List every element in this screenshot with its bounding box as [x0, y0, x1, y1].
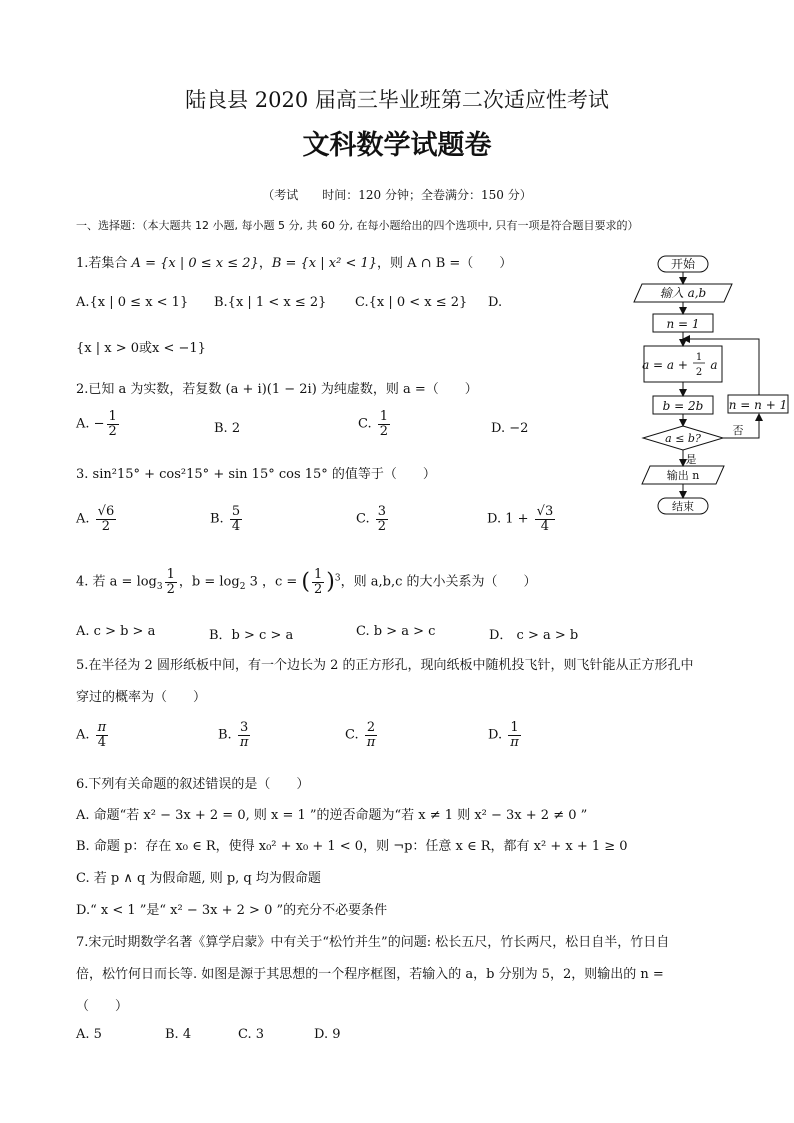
program-flowchart: [620, 250, 790, 522]
flow-update-a-num: 1: [695, 352, 703, 363]
q1-option-c: C.{x | 0 < x ≤ 2}: [355, 295, 468, 310]
q5-c-prefix: C.: [345, 727, 359, 743]
question-7-line2: 倍，松竹何日而长等. 如图是源于其思想的一个程序框图，若输入的 a，b 分别为 5，2，则输出的 n =: [76, 967, 664, 982]
flow-decision-text: a ≤ b?: [665, 432, 701, 445]
q4-option-b: B．b > c > a: [209, 628, 294, 643]
q7-option-d: D. 9: [314, 1027, 341, 1042]
q2-option-a: [76, 410, 121, 438]
q2-c-fraction: [378, 410, 390, 438]
flow-update-a-right: a: [710, 358, 718, 372]
q2-c-num: 1: [379, 409, 389, 424]
flow-yes-label: 是: [685, 453, 697, 466]
q4-c-den: 2: [314, 581, 323, 597]
flow-no-label: 否: [732, 424, 744, 437]
q1-option-a: A.{x | 0 ≤ x < 1}: [76, 295, 189, 310]
flow-init-text: n = 1: [666, 317, 700, 331]
q4-fraction-a: [165, 568, 177, 596]
question-3-stem: 3. sin²15° + cos²15° + sin 15° cos 15° 的值等于（ ）: [76, 467, 436, 482]
q5-b-prefix: B.: [218, 727, 232, 743]
q1-option-d-continued: {x | x > 0或x < −1}: [76, 341, 206, 356]
question-5-line2: 穿过的概率为（ ）: [76, 690, 207, 705]
q3-b-fraction: [230, 505, 242, 533]
q4-part1: 4. 若 a = log: [76, 574, 157, 590]
q4-part3: 3 ，c =: [245, 574, 302, 590]
q1-sep: ，: [258, 256, 272, 271]
q4-option-c: C. b > a > c: [356, 624, 436, 639]
q2-a-num: 1: [108, 409, 117, 424]
q4-option-a: A. c > b > a: [76, 624, 156, 639]
q5-b-fraction: [238, 721, 251, 749]
q4-right-paren: ): [326, 569, 335, 595]
q1-option-b: B.{x | 1 < x ≤ 2}: [214, 295, 327, 310]
q3-a-den: 2: [101, 518, 111, 534]
q2-option-b: B. 2: [214, 421, 241, 436]
flow-input-text: 输入 a,b: [659, 286, 707, 300]
question-6-stem: 6.下列有关命题的叙述错误的是（ ）: [76, 777, 310, 792]
flow-update-a-left: a = a +: [642, 358, 688, 372]
q4-option-d: D． c > a > b: [489, 628, 579, 643]
q4-base-b: 2: [239, 582, 246, 593]
q7-option-b: B. 4: [165, 1027, 192, 1042]
q3-option-d: [487, 505, 557, 533]
flow-start-text: 开始: [670, 257, 696, 271]
question-4-stem: [76, 568, 537, 596]
q3-a-num: √6: [97, 504, 115, 519]
q4-exponent: 3: [334, 573, 341, 584]
q6-option-c: C. 若 p ∧ q 为假命题, 则 p, q 均为假命题: [76, 871, 321, 886]
q5-c-num: 2: [366, 720, 376, 735]
question-2-stem: 2.已知 a 为实数，若复数 (a + i)(1 − 2i) 为纯虚数，则 a =（ ）: [76, 382, 478, 397]
flow-update-a-den: 2: [695, 367, 703, 378]
q4-frac-num: 1: [166, 567, 175, 582]
q6-option-d: D.“ x < 1 ”是“ x² − 3x + 2 > 0 ”的充分不必要条件: [76, 903, 388, 918]
q4-c-num: 1: [314, 567, 323, 582]
q1-set-b: B = {x | x² < 1}: [271, 256, 378, 271]
q5-d-num: 1: [510, 720, 519, 735]
q5-a-fraction: [96, 721, 109, 749]
q5-d-den: π: [510, 734, 519, 750]
q3-d-num: √3: [536, 504, 554, 519]
q1-prefix: 1.若集合: [76, 256, 132, 271]
q4-part4: ，则 a,b,c 的大小关系为（ ）: [340, 574, 537, 590]
flow-increment-text: n = n + 1: [728, 398, 788, 412]
q3-a-prefix: A.: [76, 511, 94, 527]
q2-a-fraction: [107, 410, 119, 438]
q3-c-prefix: C.: [356, 511, 374, 527]
q2-c-den: 2: [379, 423, 389, 439]
q5-a-num: π: [97, 720, 107, 735]
q7-option-a: A. 5: [76, 1027, 102, 1042]
q5-b-den: π: [239, 734, 249, 750]
q3-b-den: 4: [231, 518, 241, 534]
question-7-line1: 7.宋元时期数学名著《算学启蒙》中有关于“松竹并生”的问题: 松长五尺，竹长两尺，松日自半，竹日自: [76, 935, 670, 950]
q7-option-c: C. 3: [238, 1027, 265, 1042]
q5-c-fraction: [365, 721, 378, 749]
q3-b-prefix: B.: [210, 511, 228, 527]
q1-option-d: D.: [488, 295, 503, 310]
q2-c-prefix: C.: [358, 416, 376, 432]
q4-part2: ，b = log: [178, 574, 240, 590]
q1-ask: ，则 A ∩ B =（ ）: [377, 256, 513, 271]
q5-d-fraction: [508, 721, 521, 749]
q2-a-prefix: A. −: [76, 416, 105, 432]
q3-d-den: 4: [540, 518, 550, 534]
q3-option-a: [76, 505, 118, 533]
question-7-line3: （ ）: [76, 999, 129, 1014]
exam-info: （考试 时间：120 分钟；全卷满分：150 分）: [262, 188, 532, 202]
exam-title-line1: 陆良县 2020 届高三毕业班第二次适应性考试: [185, 88, 609, 112]
q3-c-fraction: [376, 505, 388, 533]
flow-loop-back: [683, 339, 759, 395]
q5-a-prefix: A.: [76, 727, 90, 743]
q3-option-b: [210, 505, 244, 533]
q2-option-d: D. −2: [491, 421, 529, 436]
flow-update-b-text: b = 2b: [662, 399, 704, 413]
flow-end-text: 结束: [672, 500, 694, 513]
q2-option-c: [358, 410, 392, 438]
q5-option-b: [218, 721, 252, 749]
q1-set-a: A = {x | 0 ≤ x ≤ 2}: [131, 256, 259, 271]
q4-left-paren: (: [301, 569, 311, 595]
q4-base-a: 3: [156, 582, 163, 593]
q5-b-num: 3: [239, 720, 249, 735]
q5-option-d: [488, 721, 523, 749]
q5-d-prefix: D.: [488, 727, 503, 743]
q4-frac-den: 2: [166, 581, 175, 597]
q3-b-num: 5: [231, 504, 241, 519]
q2-a-den: 2: [108, 423, 117, 439]
q3-a-fraction: [96, 505, 117, 533]
section-heading: 一、选择题：（本大题共 12 小题, 每小题 5 分, 共 60 分, 在每小题给出的四个选项中, 只有一项是符合题目要求的）: [76, 219, 639, 232]
q6-option-a: A. 命题“若 x² − 3x + 2 = 0, 则 x = 1 ”的逆否命题为“若 x ≠ 1 则 x² − 3x + 2 ≠ 0 ”: [76, 808, 588, 823]
question-5-line1: 5.在半径为 2 圆形纸板中间，有一个边长为 2 的正方形孔，现向纸板中随机投飞针，则飞针能从正方形孔中: [76, 658, 694, 673]
q3-d-fraction: [535, 505, 556, 533]
q6-option-b: B. 命题 p：存在 x₀ ∈ R，使得 x₀² + x₀ + 1 < 0，则 ¬p：任意 x ∈ R，都有 x² + x + 1 ≥ 0: [76, 839, 628, 854]
q3-c-den: 2: [377, 518, 387, 534]
q5-c-den: π: [366, 734, 376, 750]
q5-option-c: [345, 721, 379, 749]
q4-fraction-c: [312, 568, 324, 596]
q3-c-num: 3: [377, 504, 387, 519]
q3-d-prefix: D. 1 +: [487, 511, 533, 527]
question-1-stem: [76, 252, 512, 271]
q5-a-den: 4: [97, 734, 107, 750]
exam-title-line2: 文科数学试题卷: [302, 130, 492, 161]
q5-option-a: [76, 721, 110, 749]
q3-option-c: [356, 505, 390, 533]
flow-output-text: 输出 n: [666, 469, 700, 482]
